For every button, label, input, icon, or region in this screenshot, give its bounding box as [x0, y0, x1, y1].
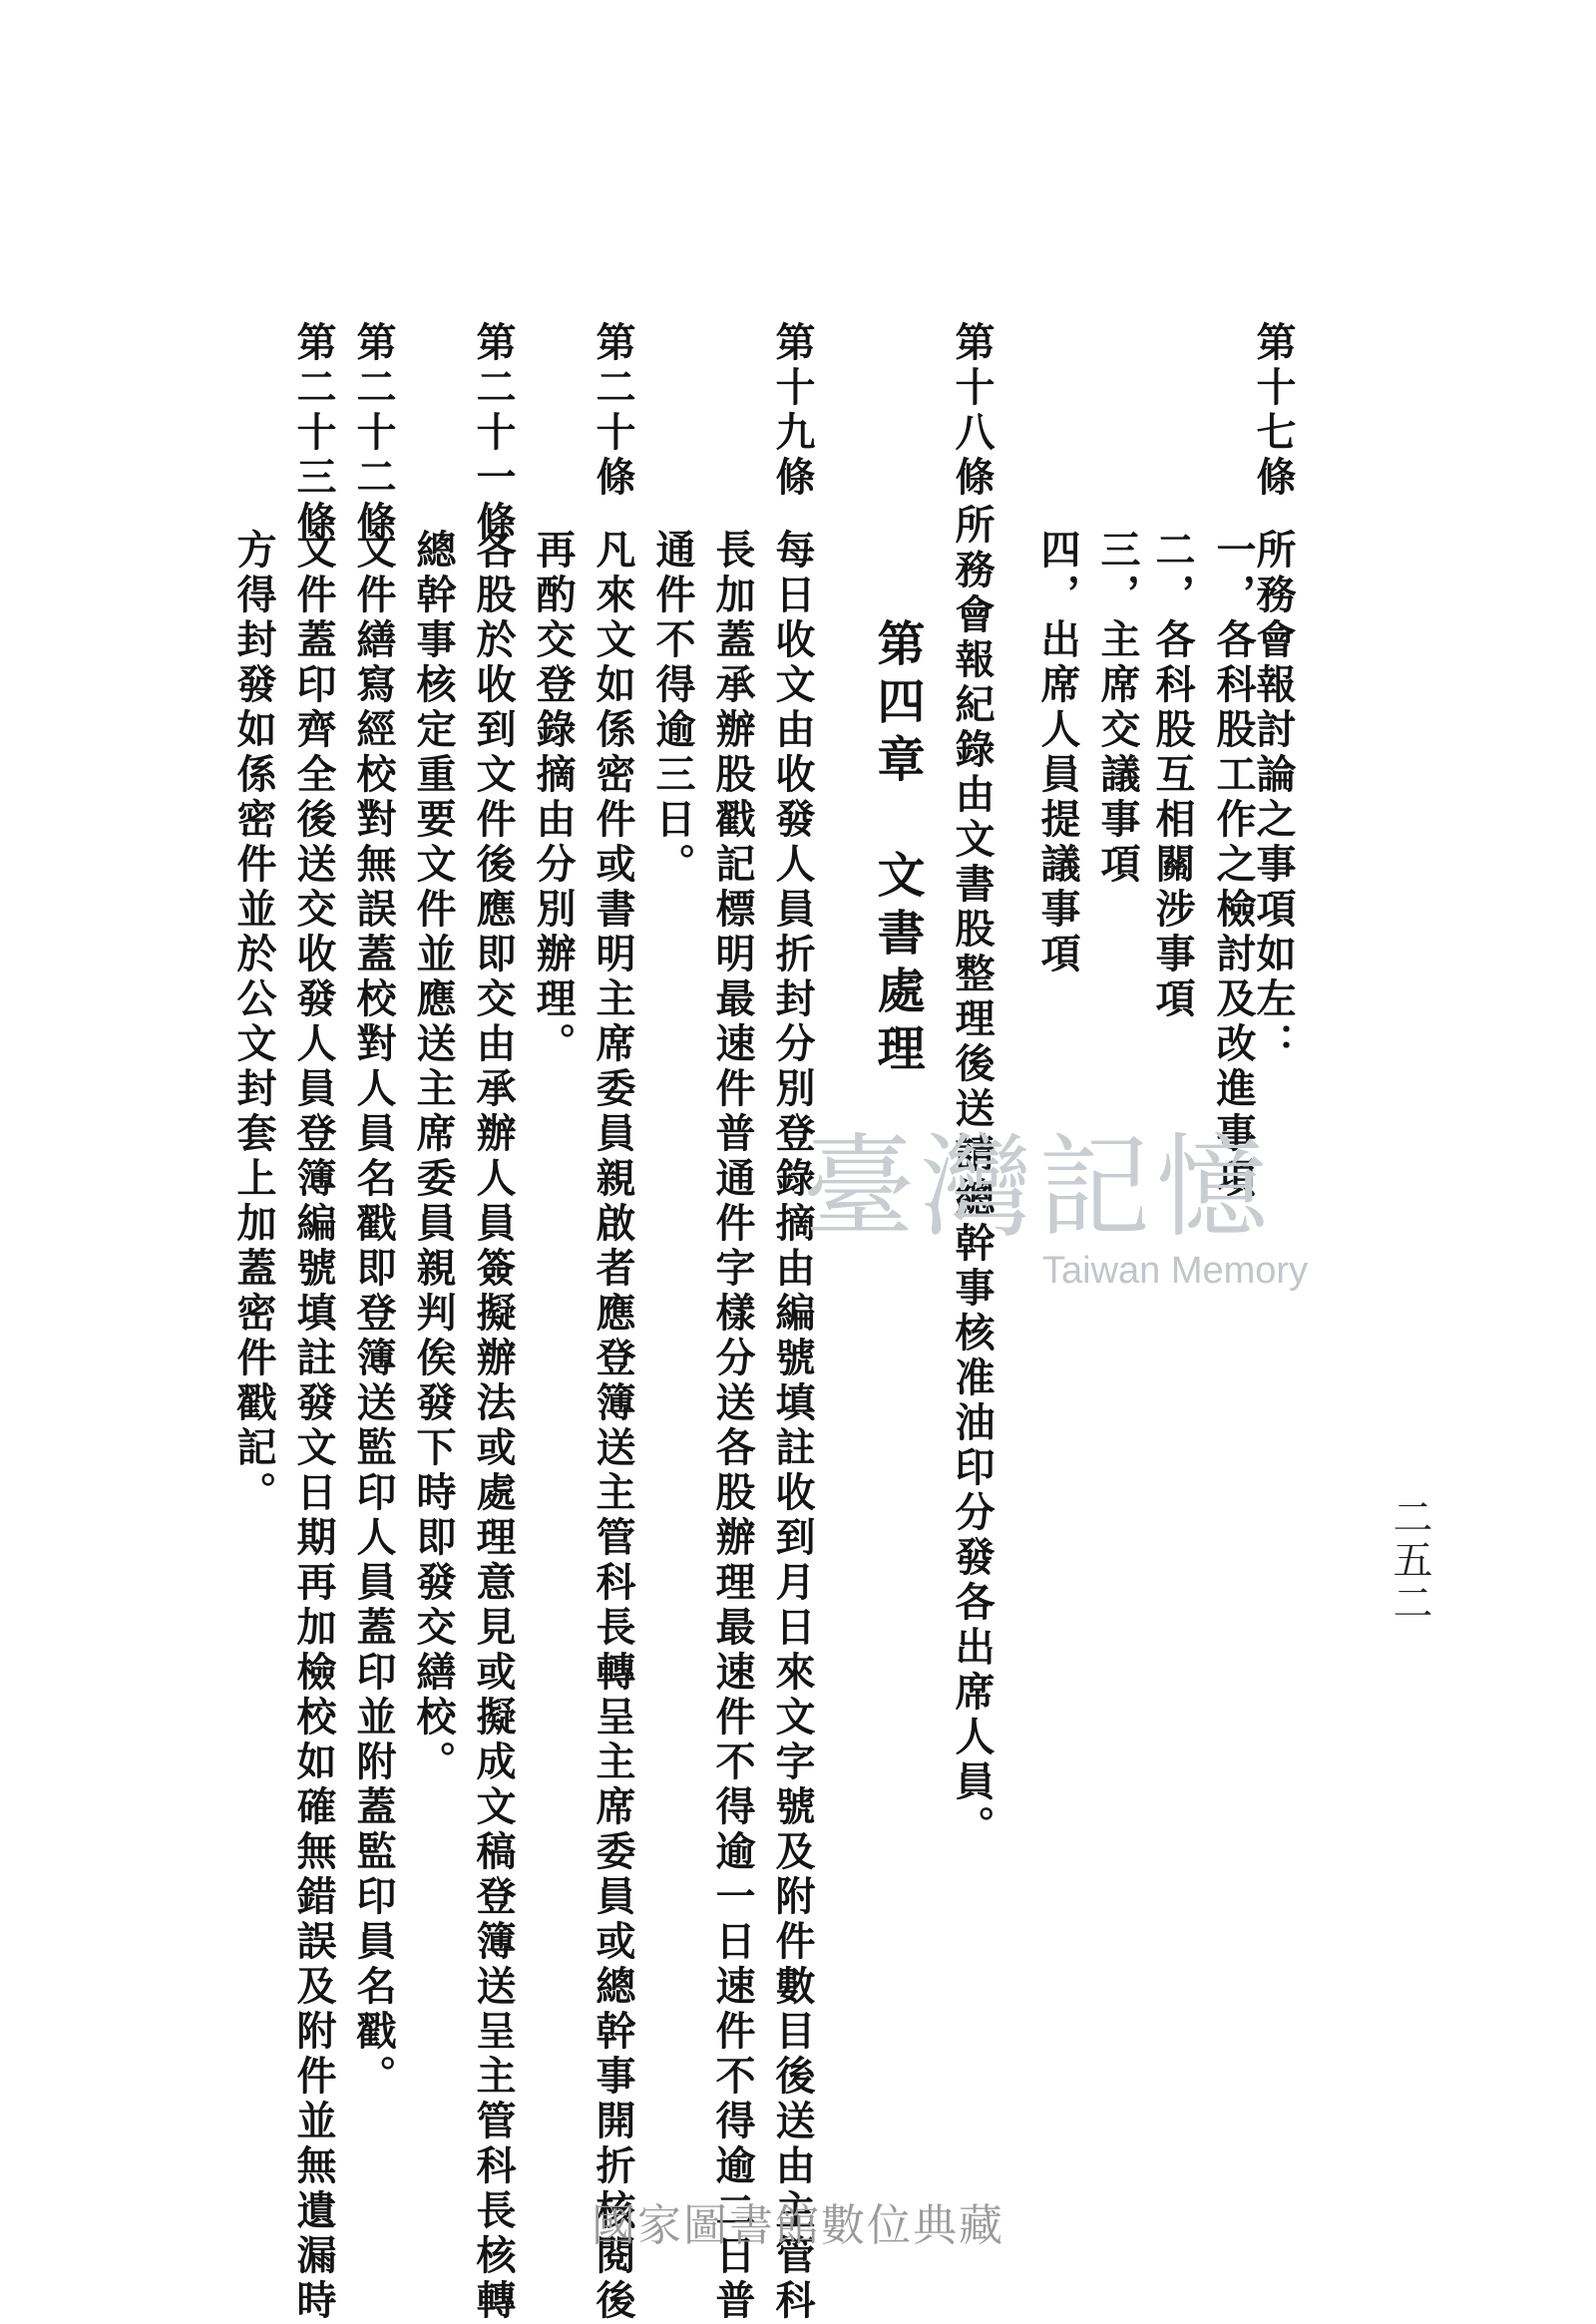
- article-22-label: 第二十二條: [350, 321, 397, 546]
- article-20-line-1: 凡來文如係密件或書明主席委員親啟者應登簿送主管科長轉呈主席委員或總幹事開折核閱後: [590, 529, 636, 2324]
- article-20-line-2: 再酌交登錄摘由分別辦理。: [530, 529, 577, 1067]
- article-22-text: 文件繕寫經校對無誤蓋校對人員名戳即登簿送監印人員蓋印並附蓋監印員名戳。: [350, 529, 397, 2100]
- article-17-item-4: 四，出席人員提議事項: [1034, 529, 1081, 977]
- article-23-line-1: 文件蓋印齊全後送交收發人員登簿編號填註發文日期再加檢校如確無錯誤及附件並無遺漏時: [290, 529, 337, 2324]
- watermark-chars: 臺灣記憶: [803, 1123, 1274, 1253]
- article-21-line-2: 總幹事核定重要文件並應送主席委員親判俟發下時即發交繕校。: [410, 529, 457, 1785]
- chapter-heading: 第四章 文書處理: [869, 618, 925, 1081]
- article-20-label: 第二十條: [590, 321, 636, 501]
- article-19-line-2: 長加蓋承辦股戳記標明最速件普通件字樣分送各股辦理最速件不得逾一日速件不得逾二日普: [709, 529, 756, 2324]
- article-17-item-3: 三，主席交議事項: [1094, 529, 1141, 888]
- article-17-text: 所務會報討論之事項如左：: [1250, 529, 1297, 1067]
- article-17-item-2: 二，各科股互相關涉事項: [1149, 529, 1196, 1022]
- footer-collection-stamp: 國家圖書館數位典藏: [592, 2200, 1004, 2251]
- page-number: 二五二: [1387, 1496, 1432, 1625]
- article-17-label: 第十七條: [1250, 321, 1297, 501]
- article-23-label: 第二十三條: [290, 321, 337, 546]
- article-21-label: 第二十一條: [470, 321, 517, 546]
- article-19-line-1: 每日收文由收發人員折封分別登錄摘由編號填註收到月日來文字號及附件數目後送由主管科: [769, 529, 816, 2324]
- article-19-label: 第十九條: [769, 321, 816, 501]
- article-19-line-3: 通件不得逾三日。: [649, 529, 696, 888]
- article-18-text: 所務會報紀錄由文書股整理後送請總幹事核准油印分發各出席人員。: [949, 504, 996, 1850]
- article-18-label: 第十八條: [949, 321, 996, 501]
- article-23-line-2: 方得封發如係密件並於公文封套上加蓋密件戳記。: [230, 529, 277, 1516]
- article-21-line-1: 各股於收到文件後應即交由承辦人員簽擬辦法或處理意見或擬成文稿登簿送呈主管科長核轉: [470, 529, 517, 2324]
- watermark-latin: Taiwan Memory: [1042, 1250, 1309, 1292]
- article-17-item-1: 一，各科股工作之檢討及改進事項: [1210, 529, 1257, 1202]
